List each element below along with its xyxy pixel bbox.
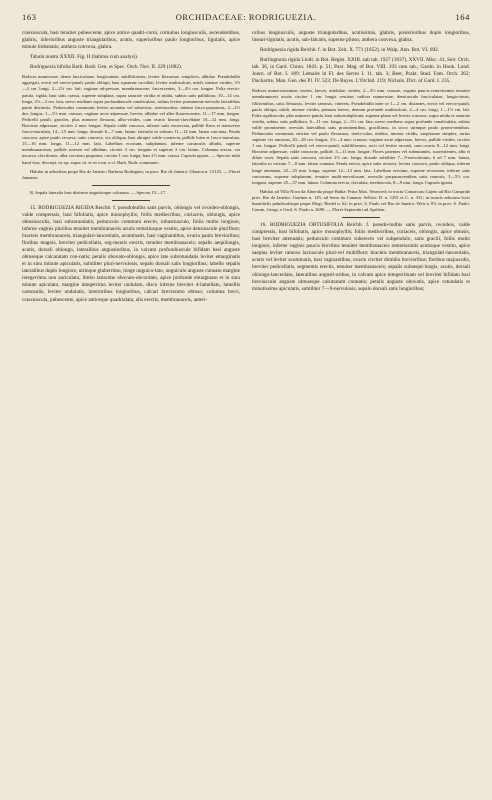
page-number-left: 163 bbox=[22, 12, 37, 22]
synonym-citation: Burlingtonia rigida Lindl. in Bot. Regist. XXIII. sub tab. 1927 (1837), XXVII. Misc. 41, Sert. Orch. tab. 36, in Gard. Chron. 1843. p. 51; Paxt. Mag. of Bot. VIII. 193 cum tab.; Gardn. in Hook. Lond. Journ. of Bot. I. 189; Lemaire in Fl. des Serres I. 11. tab. 3; Beer, Prakt. Stud. Fam. Orch. 262; Duchartre, Man. Gen. des Pl. IV. 523; De Buyss. L'Orchid. 219; Nichols. Dict. of Gard. I. 235. bbox=[252, 57, 470, 85]
habitat-paragraph: Habitat in arboribus prope Rio de Janeiro: Barbosa Rodrigues; in prov. Rio de Janeiro: Glaziou n. 15125. — Floret Januario. bbox=[22, 168, 240, 180]
paragraph: crassiuscula, basi tenuiter pubescente, apice antice quadri-corni, cornubus longiusculis, ascendentibus, glabris, inferioribus anguste triangularibus, acutis, superioribus paulo longioribus, ligulatis, apice minute bidentatis; anthera convexa, glabra. bbox=[22, 30, 240, 51]
figure-reference: Tabula nostra XXXII. Fig. II (habitus cum analysi). bbox=[30, 54, 139, 61]
description-paragraph: Radices numerosae, dense fasciculatae, longissimae, subfiliformes, leviter flexuosae, simplices, albidae. Pseudobulbi aggregati, erecti vel erecto-patuli, paulo obliqui, basi squamae cucullati, leviter multisulcati, nitidi, intense virides, 3½—4 cm. longi, 2—2½ cm. lati; vaginae ad-pressae, membranaceae, fuscescentes, 3—4½ cm. longae. Folia erecto-patula, rigida, basi satis crassa, superne subplana, supra saturate viridia et nitida, subtus satis pallidiora, 10—14 cm. longa, 2½—3 cm. lata; nervo medians supra profundiuscule canaliculato, subtus leviter prominente nervulis lateralibus paulo distinctis. Pedunculus communis leviter arcuatus vel subrectus, teretiusculus, intense fusco-purpureus, 2—2½ dm. longus, 1—1½ mm. crassus; vaginae arcte adpressae, breves, albidae vel albo-fluorescentes, 11—17 mm. longae. Pedicelli patuli, graciles, plus minusve flexuosi, albo-virides, cum ovario lineari-clavellatae 10—12 mm. longi. Bracteae adpressae, circiter 2 mm. longae. Sepala valde concava, inferne satis exceavata, pallide flava et transverse fusco-maculata, 14—15 mm. longa, dorsale 6—7 mm. latum, lateralia in valvam 11—12 mm. latam con-nata. Petala concava, apice paulo recurva, satis concava, via obliqua, basi abrupte valde contracta, pallide lutea et fusco-maculata, 15—16 mm. longa, 11—12 mm. lata. Labellum ecostum, subplanum, inferne carunculis albidis, superne membranaceum, pallide roseum vel albidum, circiter 3 cm. longum et superne 2 cm. latum. Columna erecta, via incurva, clavifornis, alba coccineo purpurea, circiter 1 cm. longa; basi 2½ mm. crassa. Capsula ignota. — Species mihi haud visa; descript. ex op. supra cit. et ex icon. a cl. Barb. Rodr. communic. bbox=[22, 74, 240, 165]
running-title: ORCHIDACEAE: RODRIGUEZIA. bbox=[175, 12, 317, 22]
section-divider bbox=[112, 200, 150, 201]
habitat-paragraph: Habitat ad Villa Nova da Almeida prope Bahia: Prinz Max. Neuwied; in tractu Comarcatu Cajeto ad Rio Campride prov. Rio de Janeiro: Gardner n. 125; ad Serra do Canaria: Sellow: B. n. 1291 et C. n. 331; in truncis arborum locis humidiclis paludicolisque prope Mogi: Riedel n. 62; in prov. S. Paulo vel Rio de Janeiro: Weir n. 85; in prov. S. Paulo: Comm. Geogr. e Geol. S. Paulo n. 2690. — Floret Septembri ad Aprilem. bbox=[252, 188, 470, 213]
section-divider bbox=[342, 217, 380, 218]
left-column bbox=[22, 30, 240, 307]
paragraph: oribus longiusculis, anguste triangularibus, acutissimis, glabris, posterioribus duplo longioribus, lineari-ligulatis, acutis, sub-falcatis, superne piloso; anthera convexa, glabra. bbox=[252, 30, 470, 44]
running-header bbox=[22, 12, 470, 24]
synonym-citation: Rodriguezia rigida Reichb. f. in Bot. Zeit. X. 771 (1852), in Walp. Ann. Bot. VI. 692. bbox=[260, 47, 440, 54]
right-column bbox=[252, 30, 470, 296]
species-diagnosis: 16. RODRIGUEZIA OBTUSIFOLIA Reichb. f. pseudo-bulbis satis parvis, ovoideis, valde compressis, basi bifoliatis, apice monophyllis; foliis mediocribus, coriaceis, oblongis, apice obtusis, basi breviter attenuatis; pedunculo communi suberecto vel subpendulo, satis gracili, foliis multo longiore, inferne vaginis paucis brevibus tenuiter membranaceis remotissimis acutisque vestito, apice saepius leviter ramoso laxiuscule pluri-vel multiflore; bracteis membranaceis, triangulari-lanceolatis, acutis vel leviter acuminatis, basi vaginantibus, ovario circiter dimidio brevioribus; floribus majusculis, breviter pedicellatis, segmentis erectis, tenuiter membranaceis; sepalis subaequi-longis, acutis, dorsali oblongo-lanceolato, lateralibus angusti-oribus, in valvam apice integerrimam vel breviter bifidam basi breviuscule anguste obtuseque calcaratam connatis; petalis anguste obovatis, apice rotundatis et minutissime apiculatis, subtiliter 7—9-nervulosis, sepalo dorsali satis longioribus; bbox=[252, 222, 470, 292]
description-paragraph: Radices numerosissimae, teretes, laeves, nitidulae, virides, 2—3½ mm. crassae, vaginis paucis remotissimis tenuiter membranaceis acutis circiter 1 cm. longis vestitae; radices numerosae, densiuscule fasciculatae, longis-simis, filiformibus, satis flexuosis, leviter ramosis, cinereis. Pseudobulbi inter se 1—2 cm. distantes, erecti vel erecto-patuli, paulo obliqui, nitidi, intense virides, primum laeves, demum profunde multisulcati, 2—4 cm. longi, 1—1½ cm. lati. Folia rigidiuscula, plus minusve patula, basi subconduplicata, superne plana vel leviter concava, supra nitida et saturate viridia, subtus satis pallidiora, 6—11 cm. longa, 2—3½ cm. lata; nervo mediano supra profunde canaliculata, subtus valde prominente; nervulis lateralibus satis prominentibus, gracillimis, in sicco utrinque paulo promi-nentibus. Pedunculus communis strictus vel paulo flexuosus, tereti-culus, nitidus, intense viridis, saepissime simplex, rarius superne vix ramosus, 20—40 cm. longus, 1½—4 mm. crassus; vaginae arcte adpressae, laeves, pallide virides, circiter 1 cm. longae. Pedicelli patuli vel erecto-patuli, subfiliformes, recti vel leviter arcuati, cum ovario 8—12 mm. longi. Bracteae adpressae, valde concavae, pallide, 3—11 mm. longae. Flores patentes vel subnutantes, suaveolentes, albi et dilute rosei. Sepala satis concava, circiter 2½ cm. longa, dorsale subtiliter 7—9-nervulosum, 6 ad 7 mm. latum, lateralia in valvam 7—8 mm. latam connata. Petala erecta, apice satis recurva, leviter concava, paulo obliqua, inferne longe attenuata, 22—25 mm. longa, superne 12—13 mm. lata. Labellum erectum, superne recurvum, inferne satis concavum, superne subplanum, tenuiter multi-nervulosum, nervulis purpurascentibus satis ramosis, 3—5½ cm. longum, superne 25—37 mm. latum. Columna erecta, clavulata, teretiuscula, 8—9 mm. longa. Capsula ignota. bbox=[252, 88, 470, 185]
page-number-right: 164 bbox=[455, 12, 470, 22]
key-paragraph: R. Sepala lateralia basi distincte angustioque calcarata. — Species 15—17. bbox=[30, 189, 167, 195]
species-diagnosis: 15. RODRIGUEZIA RIGIDA Reichb. f. pseudobulbis satis parvis, oblongis vel ovoideo-oblongis, valde compressis, basi bifoliatis, apice monophyllis; foliis mediocribus, coriaceis, oblongis, apice obtusiusculis, basi subrotundatis; pedunculo communi erecto, robustiusculo, foliis multo longiore, inferne vaginis pluribus tenuiter membranaceis acutis remotiusque vestito, apice densiuscule pluriflore; bracteis membranaceis, triangulari-lanceolatis, acuminatis, basi vaginantibus, ovario paulo brevioribus; floribus magnis, breviter pedicellatis, seg-mentis erectis, tenuiter membranaceis; sepalis aequilongis, acutis, dorsali oblongo, lateralibus angustioribus, in valvam profundiuscule bifidam basi anguste obtuseque calcaratam con-natis; petalis obovato-oblongis, apice late subrotundatis leviter emarginatis et in sinu minute apiculatis, subtiliter pluri-nervulosis, sepalo dorsali satis longioribus; labello sepalis lateralibus duplo longiore, utrinque glaberrimo, longe unguicu-lato, unguiculo anguste cuneato margine integerrimo non auriculato, limbo latissime obovato-obcordato, apice profunde emarginato et in sinu minute apiculato, margine integerrimo leviter undulato, disco inferne breviter 4-lamellato, lamellis carnosulis, leviter undulatis, interioribus longioribus, calcari brevissimo obtuso; columna brevi, crassiuscula, pubescente, apice anticeque quadrialata, alis erectis, membranaceis, anteri- bbox=[22, 204, 240, 303]
synonym-citation: Rodriguezia bifolia Barb. Rodr. Gen. et Spec. Orch. Nov. II. 229 (1882). bbox=[30, 64, 183, 71]
section-divider bbox=[92, 185, 170, 186]
